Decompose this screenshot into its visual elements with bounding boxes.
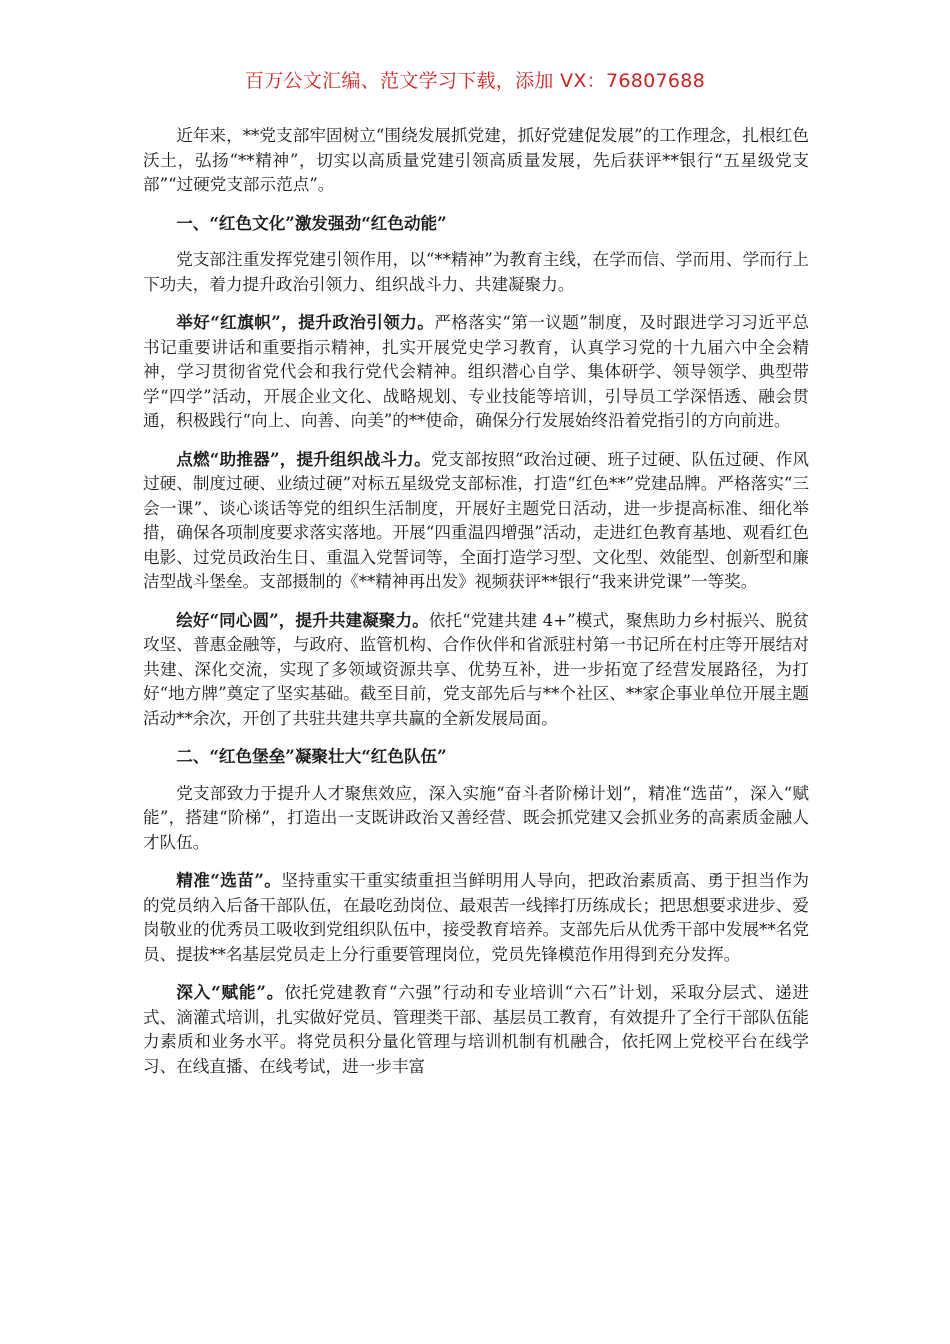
section-2-item-1	[143, 868, 809, 967]
item-lead: 点燃“助推器”，提升组织战斗力。	[176, 448, 431, 469]
section-1-item-2	[143, 447, 809, 595]
section-1-intro: 党支部注重发挥党建引领作用，以“**精神”为教育主线，在学而信、学而用、学而行上下功夫，着力提升政治引领力、组织战斗力、共建凝聚力。	[143, 250, 809, 294]
item-body: 坚持重实干重实绩重担当鲜明用人导向，把政治素质高、勇于担当作为的党员纳入后备干部队伍，在最吃劲岗位、最艰苦一线摔打历练成长；把思想要求进步、爱岗敬业的优秀员工吸收到党组织队伍中，接受教育培养。支部先后从优秀干部中发展**名党员、提拔**名基层党员走上分行重要管理岗位，党员先锋模范作用得到充分发挥。	[143, 871, 809, 964]
item-body: 严格落实“第一议题”制度，及时跟进学习习近平总书记重要讲话和重要指示精神，扎实开展党史学习教育，认真学习党的十九届六中全会精神，学习贯彻省党代会和我行党代会精神。组织潜心自学、集体研学、领导领学、典型带学“四学”活动，开展企业文化、战略规划、专业技能等培训，引导员工学深悟透、融会贯通，积极践行“向上、向善、向美”的**使命，确保分行发展始终沿着党指引的方向前进。	[143, 313, 809, 430]
intro-paragraph: 近年来，**党支部牢固树立“围绕发展抓党建，抓好党建促发展”的工作理念，扎根红色沃土，弘扬“**精神”，切实以高质量党建引领高质量发展，先后获评**银行“五星级党支部”“过硬党支部示范点”。	[143, 126, 809, 194]
section-1-item-1	[143, 310, 809, 434]
section-1-heading: 一、“红色文化”激发强劲“红色动能”	[176, 212, 447, 233]
watermark-banner: 百万公文汇编、范文学习下载，添加 VX：76807688	[244, 70, 706, 92]
item-body: 党支部按照“政治过硬、班子过硬、队伍过硬、作风过硬、制度过硬、业绩过硬”对标五星级党支部标准，打造“红色**”党建品牌。严格落实“三会一课”、谈心谈话等党的组织生活制度，开展好主题党日活动，进一步提高标准、细化举措，确保各项制度要求落实落地。开展“四重温四增强”活动，走进红色教育基地、观看红色电影、过党员政治生日、重温入党誓词等，全面打造学习型、文化型、效能型、创新型和廉洁型战斗堡垒。支部摄制的《**精神再出发》视频获评**银行“我来讲党课”一等奖。	[143, 449, 810, 591]
section-2-intro: 党支部致力于提升人才聚焦效应，深入实施“奋斗者阶梯计划”，精准“选苗”，深入“赋能”，搭建“阶梯”，打造出一支既讲政治又善经营、既会抓党建又会抓业务的高素质金融人才队伍。	[143, 783, 809, 852]
item-body: 依托党建教育“六强”行动和专业培训“六石”计划，采取分层式、递进式、滴灌式培训，扎实做好党员、管理类干部、基层员工教育，有效提升了全行干部队伍能力素质和业务水平。将党员积分量化管理与培训机制有机融合，依托网上党校平台在线学习、在线直播、在线考试，进一步丰富	[143, 983, 810, 1076]
item-lead: 精准“选苗”。	[176, 870, 282, 890]
section-1-item-3	[143, 608, 809, 732]
item-lead: 深入“赋能”。	[176, 982, 285, 1002]
section-2-heading: 二、“红色堡垒”凝聚壮大“红色队伍”	[176, 746, 447, 766]
section-2-item-2	[143, 980, 809, 1079]
item-body: 依托“党建共建 4+”模式，聚焦助力乡村振兴、脱贫攻坚、普惠金融等，与政府、监管机构、合作伙伴和省派驻村第一书记所在村庄等开展结对共建、深化交流，实现了多领域资源共享、优势互补，进一步拓宽了经营发展路径，为打好“地方牌”奠定了坚实基础。截至目前，党支部先后与**个社区、**家企事业单位开展主题活动**余次，开创了共驻共建共享共赢的全新发展局面。	[143, 610, 809, 728]
item-lead: 绘好“同心圆”，提升共建凝聚力。	[176, 609, 429, 630]
document-body	[143, 124, 809, 1092]
item-lead: 举好“红旗帜”，提升政治引领力。	[176, 312, 435, 332]
